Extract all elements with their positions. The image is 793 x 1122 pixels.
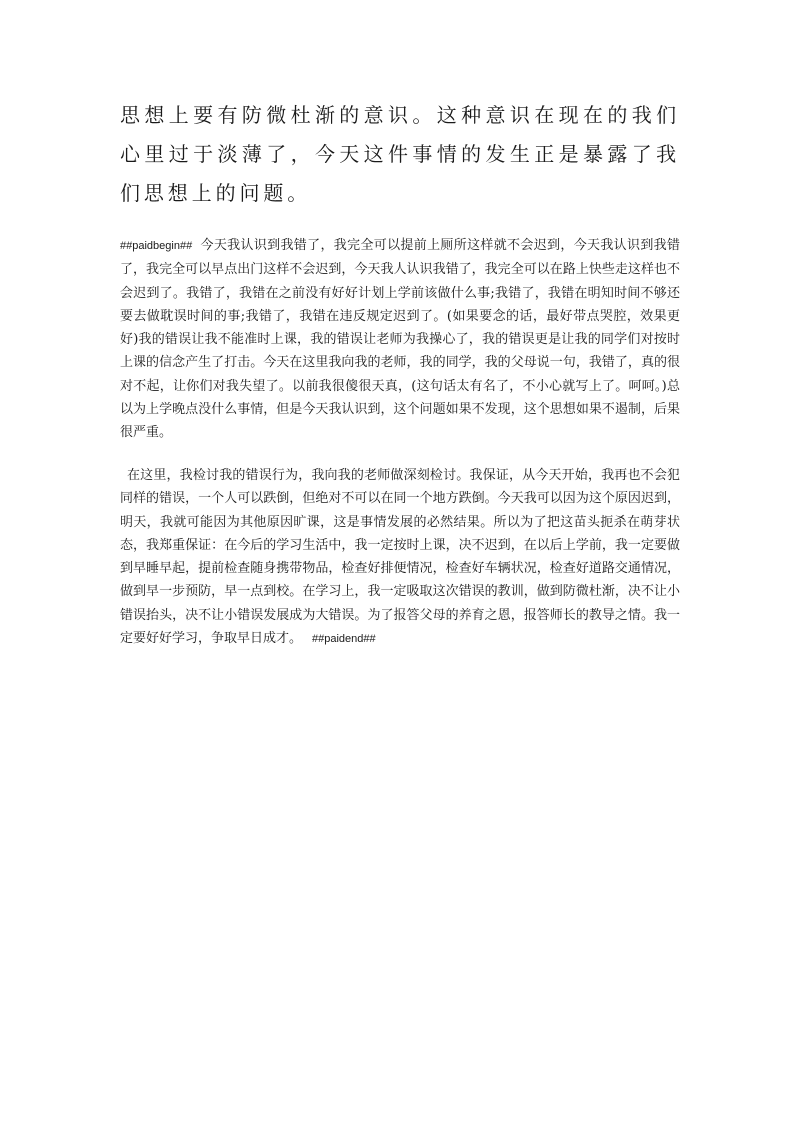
paragraph-1-text: 今天我认识到我错了，我完全可以提前上厕所这样就不会迟到，今天我认识到我错了，我完全可以早点出门这样不会迟到，今天我人认识我错了，我完全可以在路上快些走这样也不会迟到了。我错了，我错在之前没有好好计划上学前该做什么事;我错了，我错在明知时间不够还要去做耽误时间的事;我错了，我错在违反规定迟到了。(如果要念的话，最好带点哭腔，效果更好)我的错误让我不能准时上课，我的错误让老师为我操心了，我的错误更是让我的同学们对按时上课的信念产生了打击。今天在这里我向我的老师，我的同学，我的父母说一句，我错了，真的很对不起，让你们对我失望了。以前我很傻很天真，(这句话太有名了，不小心就写上了。呵呵。)总以为上学晚点没什么事情，但是今天我认识到，这个问题如果不发现，这个思想如果不遏制，后果很严重。 — [120, 238, 680, 441]
body-paragraph-1 — [120, 234, 680, 445]
paragraph-2-text: 在这里，我检讨我的错误行为，我向我的老师做深刻检讨。我保证，从今天开始，我再也不会犯同样的错误，一个人可以跌倒，但绝对不可以在同一个地方跌倒。今天我可以因为这个原因迟到，明天，我就可能因为其他原因旷课，这是事情发展的必然结果。所以为了把这苗头扼杀在萌芽状态，我郑重保证：在今后的学习生活中，我一定按时上课，决不迟到，在以后上学前，我一定要做到早睡早起，提前检查随身携带物品，检查好排便情况，检查好车辆状况，检查好道路交通情况，做到早一步预防，早一点到校。在学习上，我一定吸取这次错误的教训，做到防微杜渐，决不让小错误抬头，决不让小错误发展成为大错误。为了报答父母的养育之恩，报答师长的教导之情。我一定要好好学习，争取早日成才。 — [120, 468, 680, 647]
paid-begin-marker: ##paidbegin## — [120, 240, 193, 252]
paid-end-marker: ##paidend## — [312, 633, 376, 646]
body-paragraph-2 — [120, 464, 680, 651]
lead-paragraph: 思想上要有防微杜渐的意识。这种意识在现在的我们心里过于淡薄了，今天这件事情的发生正是暴露了我们思想上的问题。 — [120, 103, 680, 205]
